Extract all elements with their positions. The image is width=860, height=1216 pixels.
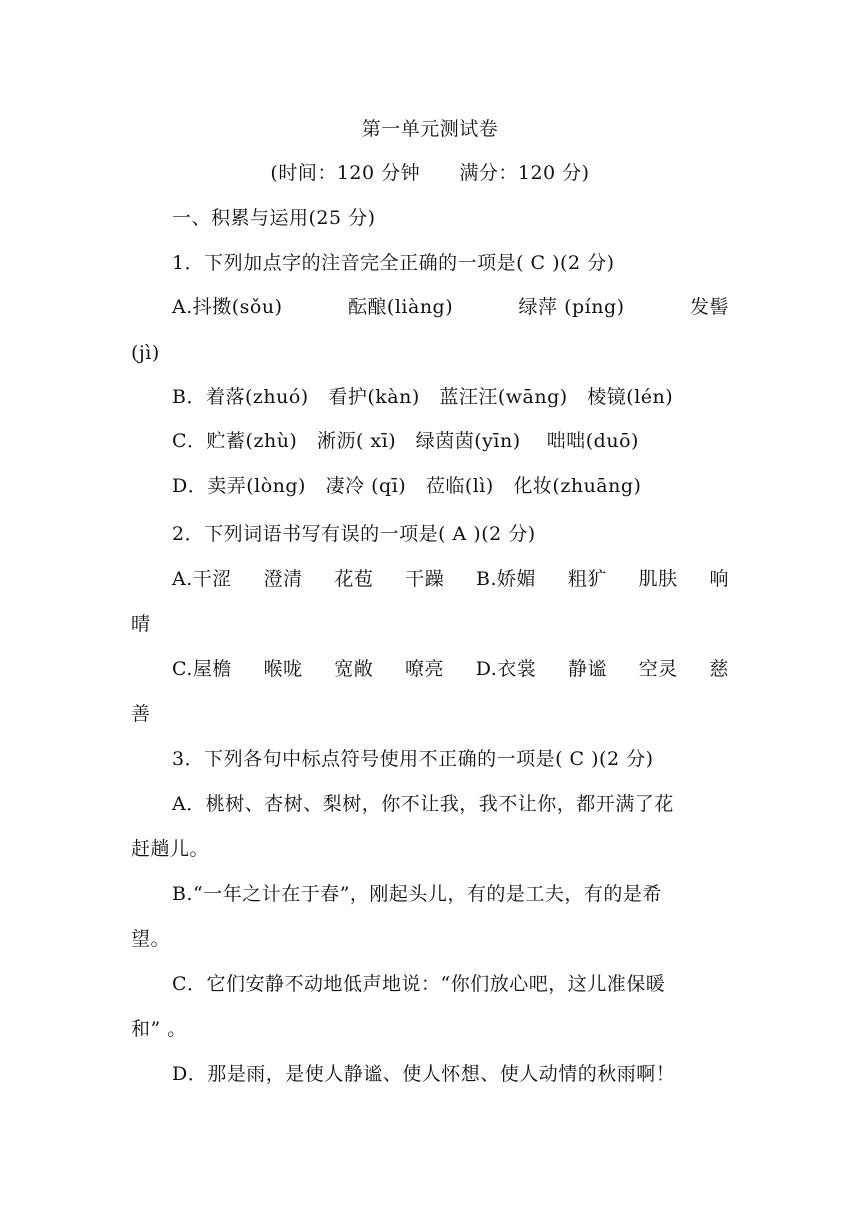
q2-word: 花苞	[334, 568, 374, 590]
page-title: 第一单元测试卷	[361, 118, 499, 140]
q2-word: 空灵	[638, 658, 678, 680]
q1-option-d: D．卖弄(lòng) 凄冷 (qī) 莅临(lì) 化妆(zhuāng)	[172, 475, 642, 497]
q3-option-d: D．那是雨，是使人静谧、使人怀想、使人动情的秋雨啊！	[172, 1063, 676, 1085]
section-heading: 一、积累与运用(25 分)	[172, 207, 376, 229]
page-subtitle: (时间：120 分钟 满分：120 分)	[270, 162, 590, 184]
q1-a-item-3: 绿萍 (píng)	[518, 296, 625, 318]
q2-word: A.干涩	[172, 568, 232, 590]
q3-option-a-cont: 赶趟儿。	[131, 838, 210, 860]
q2-word: 澄清	[263, 568, 303, 590]
q3-option-c: C．它们安静不动地低声地说：“你们放心吧，这儿准保暖	[172, 973, 666, 995]
q2-word: B.娇媚	[476, 568, 537, 590]
q1-option-c: C．贮蓄(zhù) 淅沥( xī) 绿茵茵(yīn) 咄咄(duō)	[172, 430, 639, 452]
q1-a-item-4: 发髻	[689, 296, 729, 318]
q1-a-item-1: A.抖擞(sǒu)	[172, 296, 283, 318]
q3-option-c-cont: 和” 。	[131, 1018, 187, 1040]
q3-option-b-cont: 望。	[131, 928, 171, 950]
q2-options-ab	[172, 566, 729, 592]
q2-word: 肌肤	[638, 568, 678, 590]
q2-word: 粗犷	[567, 568, 607, 590]
q1-option-a	[172, 294, 729, 320]
q1-a-item-2: 酝酿(liàng)	[347, 296, 454, 318]
q2-word: 静谧	[568, 658, 608, 680]
q2-options-cd	[172, 656, 729, 682]
q2-word: 喉咙	[263, 658, 303, 680]
q1-option-a-cont: (jì)	[131, 342, 160, 364]
q2-word: 嘹亮	[405, 658, 445, 680]
q2-options-ab-cont: 晴	[131, 613, 151, 635]
q2-word: C.屋檐	[172, 658, 232, 680]
q2-word: 响	[709, 568, 729, 590]
q2-word: 干躁	[405, 568, 445, 590]
q2-options-cd-cont: 善	[131, 703, 151, 725]
q2-word: 宽敞	[334, 658, 374, 680]
q3-stem: 3．下列各句中标点符号使用不正确的一项是( C )(2 分)	[172, 748, 654, 770]
q3-option-b: B.“一年之计在于春”，刚起头儿，有的是工夫，有的是希	[172, 883, 662, 905]
q2-word: 慈	[709, 658, 729, 680]
q1-stem: 1．下列加点字的注音完全正确的一项是( C )(2 分)	[172, 252, 615, 274]
q2-stem: 2．下列词语书写有误的一项是( A )(2 分)	[172, 523, 536, 545]
q1-option-b: B．着落(zhuó) 看护(kàn) 蓝汪汪(wāng) 棱镜(lén)	[172, 386, 674, 408]
q2-word: D.衣裳	[475, 658, 537, 680]
q3-option-a: A．桃树、杏树、梨树，你不让我，我不让你，都开满了花	[172, 793, 674, 815]
